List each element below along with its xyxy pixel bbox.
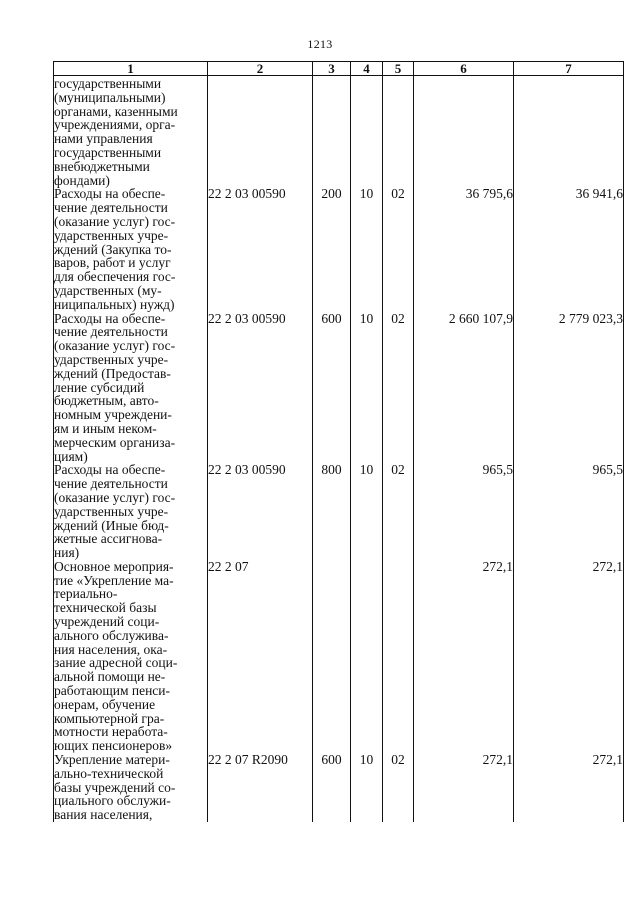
row-col4: 10 <box>351 187 383 311</box>
table-row <box>54 753 624 822</box>
row-amount-7: 36 941,6 <box>514 187 624 311</box>
row-name: государственными (муниципальными) органами, казенными учреждениями, орга- нами управления государственными внебюджетными фондами) <box>54 76 208 188</box>
row-col3: 600 <box>313 312 351 464</box>
table-row <box>54 76 624 188</box>
row-amount-6: 2 660 107,9 <box>414 312 514 464</box>
row-amount-7: 2 779 023,3 <box>514 312 624 464</box>
row-code: 22 2 03 00590 <box>208 463 313 560</box>
row-name: Расходы на обеспе- чение деятельности (оказание услуг) гос- ударственных учре- ждений (Иные бюд- жетные ассигнова- ния) <box>54 463 208 560</box>
column-header-1: 1 <box>54 62 208 76</box>
row-col5: 02 <box>383 753 414 822</box>
table-row <box>54 463 624 560</box>
row-amount-6 <box>414 76 514 188</box>
row-amount-7: 965,5 <box>514 463 624 560</box>
row-col5: 02 <box>383 312 414 464</box>
row-amount-6: 965,5 <box>414 463 514 560</box>
column-header-3: 3 <box>313 62 351 76</box>
row-col4 <box>351 560 383 753</box>
column-header-7: 7 <box>514 62 624 76</box>
page-number: 1213 <box>307 37 333 51</box>
row-code: 22 2 07 <box>208 560 313 753</box>
row-name: Основное мероприя- тие «Укрепление ма- териально- технической базы учреждений соци- ального обслужива- ния населения, ока- зание адресной соци- альной помощи не- работающим пенси- онерам, обучение компьютерной гра- мотности неработа- ющих пенсионеров» <box>54 560 208 753</box>
row-code: 22 2 07 R2090 <box>208 753 313 822</box>
row-col3 <box>313 76 351 188</box>
row-col5: 02 <box>383 187 414 311</box>
row-col3 <box>313 560 351 753</box>
row-col3: 600 <box>313 753 351 822</box>
row-col5 <box>383 560 414 753</box>
row-code <box>208 76 313 188</box>
row-col5 <box>383 76 414 188</box>
table-row <box>54 312 624 464</box>
column-header-6: 6 <box>414 62 514 76</box>
row-name: Расходы на обеспе- чение деятельности (оказание услуг) гос- ударственных учре- ждений (Предостав- ление субсидий бюджетным, авто- номным учреждени- ям и иным неком- мерческим организа- циям) <box>54 312 208 464</box>
row-amount-6: 272,1 <box>414 560 514 753</box>
column-header-2: 2 <box>208 62 313 76</box>
row-amount-6: 272,1 <box>414 753 514 822</box>
column-header-5: 5 <box>383 62 414 76</box>
row-col3: 800 <box>313 463 351 560</box>
row-code: 22 2 03 00590 <box>208 187 313 311</box>
row-name: Укрепление матери- ально-технической базы учреждений со- циального обслужи- вания населения, <box>54 753 208 822</box>
row-col5: 02 <box>383 463 414 560</box>
row-col4: 10 <box>351 753 383 822</box>
row-amount-7: 272,1 <box>514 560 624 753</box>
row-col4 <box>351 76 383 188</box>
table-header <box>54 62 624 76</box>
row-col3: 200 <box>313 187 351 311</box>
row-name: Расходы на обеспе- чение деятельности (оказание услуг) гос- ударственных учре- ждений (Закупка то- варов, работ и услуг для обеспечения гос- ударственных (му- ниципальных) нужд) <box>54 187 208 311</box>
table-row <box>54 560 624 753</box>
row-amount-7: 272,1 <box>514 753 624 822</box>
row-amount-7 <box>514 76 624 188</box>
row-col4: 10 <box>351 312 383 464</box>
table-row <box>54 187 624 311</box>
budget-table <box>53 61 624 822</box>
row-code: 22 2 03 00590 <box>208 312 313 464</box>
column-header-4: 4 <box>351 62 383 76</box>
row-amount-6: 36 795,6 <box>414 187 514 311</box>
row-col4: 10 <box>351 463 383 560</box>
